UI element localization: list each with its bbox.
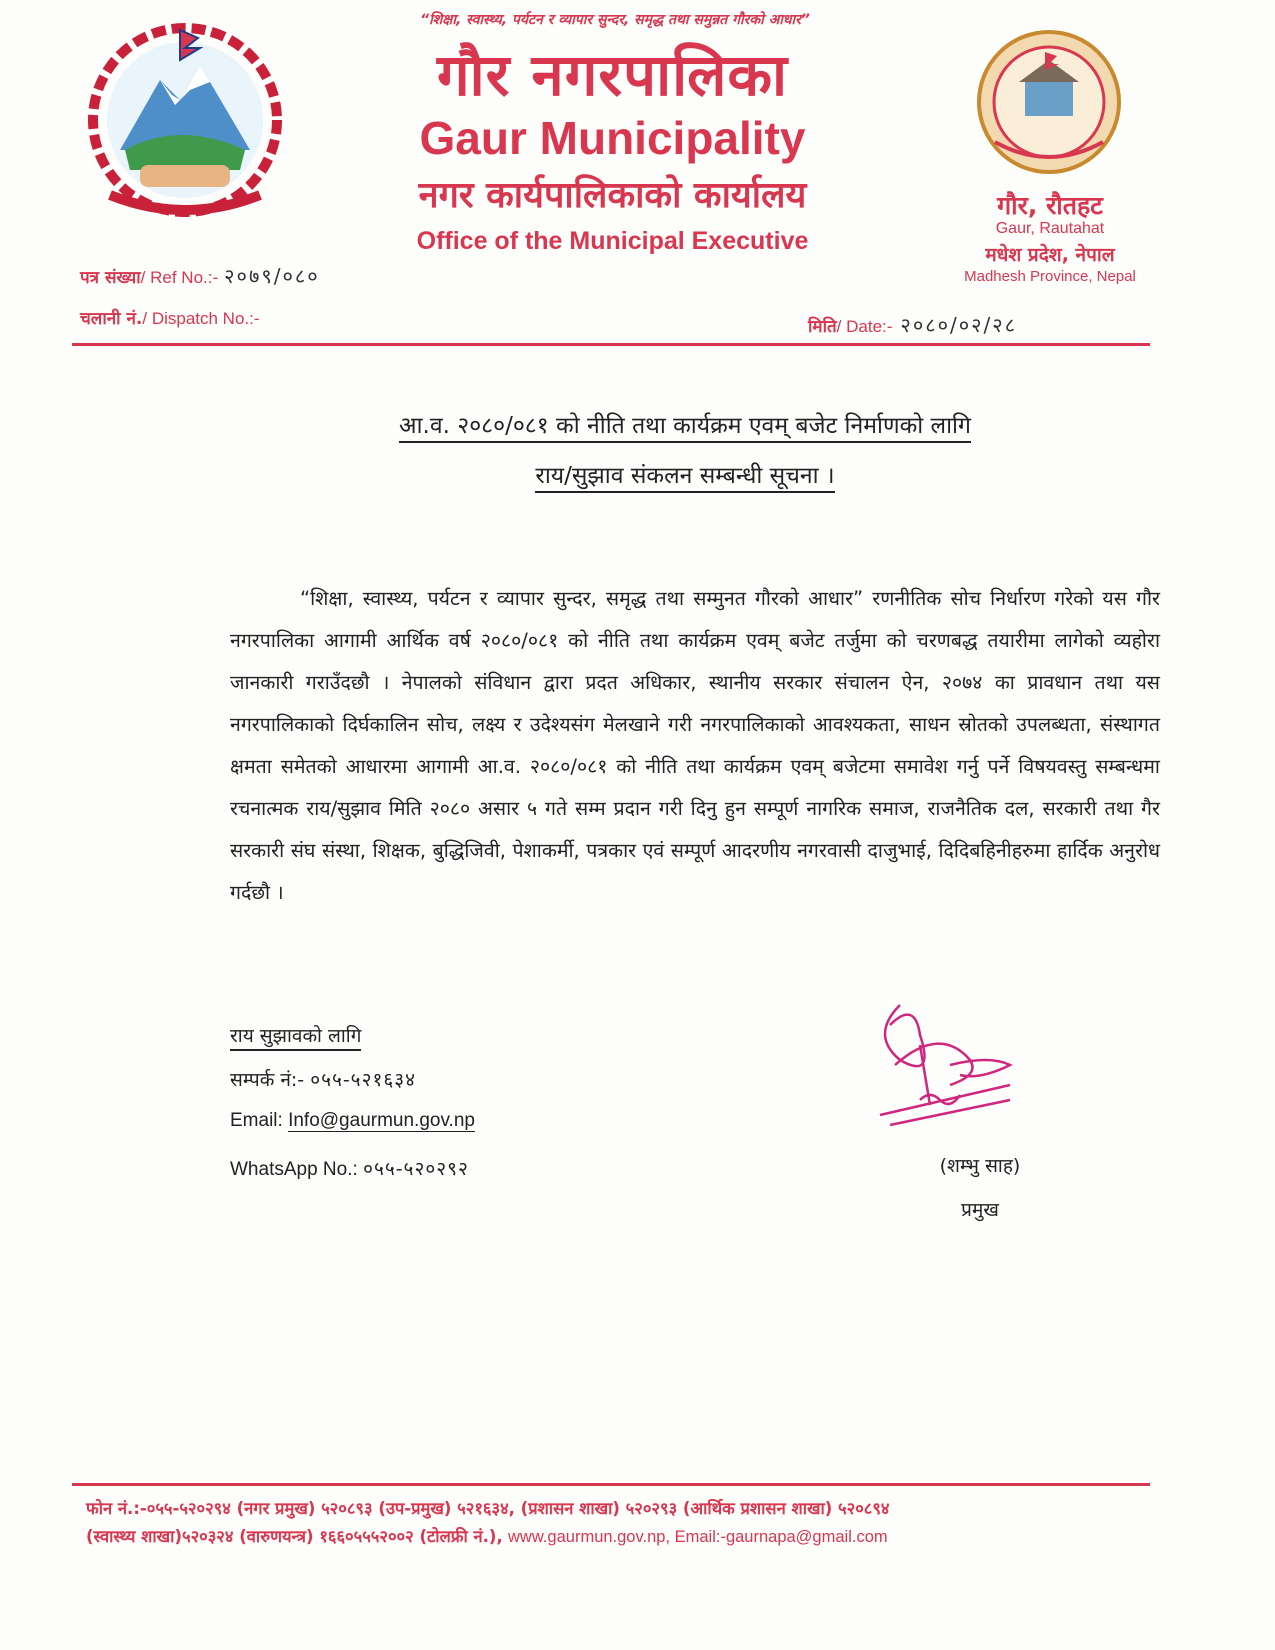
date-label-nepali: मिति: [808, 317, 837, 337]
municipal-motto: “शिक्षा, स्वास्थ्य, पर्यटन र व्यापार सुन्दर, समृद्ध तथा समुन्नत गौरको आधार”: [420, 12, 810, 28]
reference-number-row: [80, 262, 320, 289]
header-divider: [72, 343, 1150, 346]
dispatch-label-english: / Dispatch No.:-: [142, 309, 260, 328]
contact-whatsapp: [230, 1155, 469, 1181]
subject-line-1: [230, 408, 1140, 440]
signatory-title: प्रमुख: [961, 1199, 999, 1221]
province-english: Madhesh Province, Nepal: [964, 268, 1136, 285]
whatsapp-value: ०५५-५२०२९२: [363, 1158, 469, 1180]
municipality-name-nepali: गौर नगरपालिका: [436, 41, 789, 109]
phone-label: सम्पर्क नं:-: [230, 1069, 305, 1091]
gaur-municipality-logo-icon: [975, 22, 1123, 194]
date-label-english: / Date:-: [836, 317, 893, 336]
address-nepali: गौर, रौतहट: [997, 191, 1103, 220]
footer-line2-nepali: (स्वास्थ्य शाखा)५२०३२४ (वारुणयन्त्र) १६६०५५५२००२ (टोलफ्री नं.),: [86, 1527, 503, 1546]
municipality-name-english: Gaur Municipality: [419, 112, 806, 164]
ref-value: २०७९/०८०: [224, 264, 320, 288]
province-nepali: मधेश प्रदेश, नेपाल: [985, 244, 1115, 266]
email-label: Email:: [230, 1110, 283, 1131]
ref-label-nepali: पत्र संख्या: [80, 268, 141, 288]
office-name-nepali: नगर कार्यपालिकाको कार्यालय: [418, 175, 807, 216]
address-english: Gaur, Rautahat: [995, 220, 1105, 237]
ref-label-english: / Ref No.:-: [140, 268, 219, 287]
contact-phone: [230, 1066, 416, 1092]
footer-phone-line: फोन नं.:-०५५-५२०२९४ (नगर प्रमुख) ५२०८९३ (उप-प्रमुख) ५२१६३४, (प्रशासन शाखा) ५२०२९३ (आर्थिक प्रशासन शाखा) ५२०८९४: [86, 1499, 890, 1518]
footer-contact-line: [86, 1524, 1146, 1547]
subject-line-1-text: आ.व. २०८०/०८१ को नीति तथा कार्यक्रम एवम् बजेट निर्माणको लागि: [399, 413, 971, 443]
contact-heading: [230, 1022, 361, 1048]
email-link[interactable]: Info@gaurmun.gov.np: [288, 1110, 475, 1131]
nepal-emblem-icon: [80, 20, 290, 225]
footer-divider: [72, 1483, 1150, 1486]
handwritten-signature: [860, 965, 1030, 1135]
contact-heading-text: राय सुझावको लागि: [230, 1025, 361, 1051]
date-value: २०८०/०२/२८: [900, 313, 1018, 337]
footer-web-email[interactable]: www.gaurmun.gov.np, Email:-gaurnapa@gmail.com: [508, 1528, 888, 1546]
dispatch-label-nepali: चलानी नं.: [80, 309, 143, 329]
contact-email: [230, 1110, 475, 1132]
date-row: [808, 311, 1017, 338]
notice-body-paragraph: “शिक्षा, स्वास्थ्य, पर्यटन र व्यापार सुन्दर, समृद्ध तथा सम्मुनत गौरको आधार” रणनीतिक सोच निर्धारण गरेको यस गौर नगरपालिका आगामी आर्थिक वर्ष २०८०/०८१ को नीति तथा कार्यक्रम एवम् बजेट तर्जुमा को चरणबद्ध तयारीमा लागेको व्यहोरा जानकारी गराउँदछौ । नेपालको संविधान द्वारा प्रदत अधिकार, स्थानीय सरकार संचालन ऐन, २०७४ का प्रावधान तथा यस नगरपालिकाको दिर्घकालिन सोच, लक्ष्य र उदेश्यसंग मेलखाने गरी नगरपालिकाको आवश्यकता, साधन स्रोतको उपलब्धता, संस्थागत क्षमता समेतको आधारमा आगामी आ.व. २०८०/०८१ को नीति तथा कार्यक्रम एवम् बजेटमा समावेश गर्नु पर्ने विषयवस्तु सम्बन्धमा रचनात्मक राय/सुझाव मिति २०८० असार ५ गते सम्म प्रदान गरी दिनु हुन सम्पूर्ण नागरिक समाज, राजनैतिक दल, सरकारी तथा गैर सरकारी संघ संस्था, शिक्षक, बुद्धिजिवी, पेशाकर्मी, पत्रकार एवं सम्पूर्ण आदरणीय नगरवासी दाजुभाई, दिदिबहिनीहरुमा हार्दिक अनुरोध गर्दछौ ।: [230, 587, 1160, 904]
office-name-english: Office of the Municipal Executive: [416, 227, 809, 255]
whatsapp-label: WhatsApp No.:: [230, 1159, 358, 1180]
dispatch-number-row: [80, 306, 260, 329]
subject-line-2-text: राय/सुझाव संकलन सम्बन्धी सूचना ।: [535, 463, 834, 493]
phone-value: ०५५-५२१६३४: [310, 1069, 416, 1091]
subject-line-2: [230, 458, 1140, 490]
signatory-name: (शम्भु साह): [939, 1155, 1021, 1177]
